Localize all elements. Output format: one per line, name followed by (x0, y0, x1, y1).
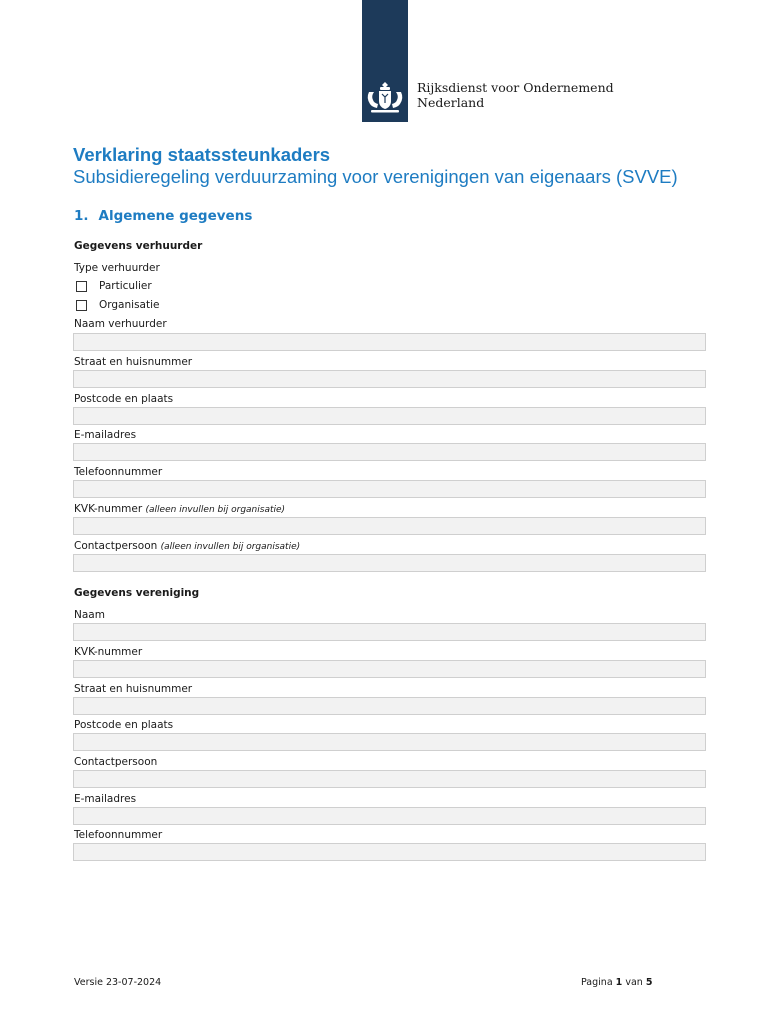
type-verhuurder-label: Type verhuurder (74, 262, 160, 274)
contact-vereniging-input[interactable] (73, 770, 706, 788)
organisatie-label: Organisatie (99, 299, 160, 311)
straat-vereniging-input[interactable] (73, 697, 706, 715)
current-page: 1 (615, 977, 623, 988)
particulier-checkbox[interactable] (76, 281, 87, 292)
footer-version: Versie 23-07-2024 (74, 977, 162, 988)
telefoon-vereniging-label: Telefoonnummer (74, 829, 163, 841)
postcode-vereniging-label: Postcode en plaats (74, 719, 174, 731)
rijkswapen-crest-icon (363, 80, 407, 116)
vereniging-heading: Gegevens vereniging (74, 587, 200, 599)
section-heading (74, 208, 252, 224)
contact-vereniging-label: Contactpersoon (74, 756, 158, 768)
naam-vereniging-label: Naam (74, 609, 105, 621)
kvk-vereniging-label: KVK-nummer (74, 646, 143, 658)
kvk-verhuurder-note: (alleen invullen bij organisatie) (145, 505, 286, 515)
kvk-verhuurder-label: KVK-nummer (alleen invullen bij organisatie) (74, 503, 286, 515)
telefoon-verhuurder-input[interactable] (73, 480, 706, 498)
footer-page-number: Pagina 1 van 5 (581, 977, 653, 988)
particulier-label: Particulier (99, 280, 152, 292)
organisatie-checkbox[interactable] (76, 300, 87, 311)
postcode-verhuurder-input[interactable] (73, 407, 706, 425)
organization-name: Rijksdienst voor Ondernemend Nederland (417, 80, 614, 110)
email-verhuurder-label: E-mailadres (74, 429, 137, 441)
contact-verhuurder-input[interactable] (73, 554, 706, 572)
straat-vereniging-label: Straat en huisnummer (74, 683, 193, 695)
kvk-verhuurder-input[interactable] (73, 517, 706, 535)
email-vereniging-input[interactable] (73, 807, 706, 825)
option-particulier[interactable] (76, 280, 152, 292)
naam-verhuurder-label: Naam verhuurder (74, 318, 167, 330)
telefoon-verhuurder-label: Telefoonnummer (74, 466, 163, 478)
postcode-verhuurder-label: Postcode en plaats (74, 393, 174, 405)
straat-verhuurder-input[interactable] (73, 370, 706, 388)
postcode-vereniging-input[interactable] (73, 733, 706, 751)
naam-vereniging-input[interactable] (73, 623, 706, 641)
document-subtitle: Subsidieregeling verduurzaming voor verenigingen van eigenaars (SVVE) (73, 166, 678, 187)
section-title: Algemene gegevens (98, 208, 253, 224)
straat-verhuurder-label: Straat en huisnummer (74, 356, 193, 368)
verhuurder-heading: Gegevens verhuurder (74, 240, 203, 252)
naam-verhuurder-input[interactable] (73, 333, 706, 351)
kvk-vereniging-input[interactable] (73, 660, 706, 678)
option-organisatie[interactable] (76, 299, 159, 311)
email-verhuurder-input[interactable] (73, 443, 706, 461)
contact-verhuurder-note: (alleen invullen bij organisatie) (160, 542, 301, 552)
total-pages: 5 (645, 977, 653, 988)
email-vereniging-label: E-mailadres (74, 793, 137, 805)
telefoon-vereniging-input[interactable] (73, 843, 706, 861)
contact-verhuurder-label: Contactpersoon (alleen invullen bij organisatie) (74, 540, 301, 552)
section-number: 1. (74, 208, 89, 224)
document-title: Verklaring staatssteunkaders (73, 144, 331, 165)
